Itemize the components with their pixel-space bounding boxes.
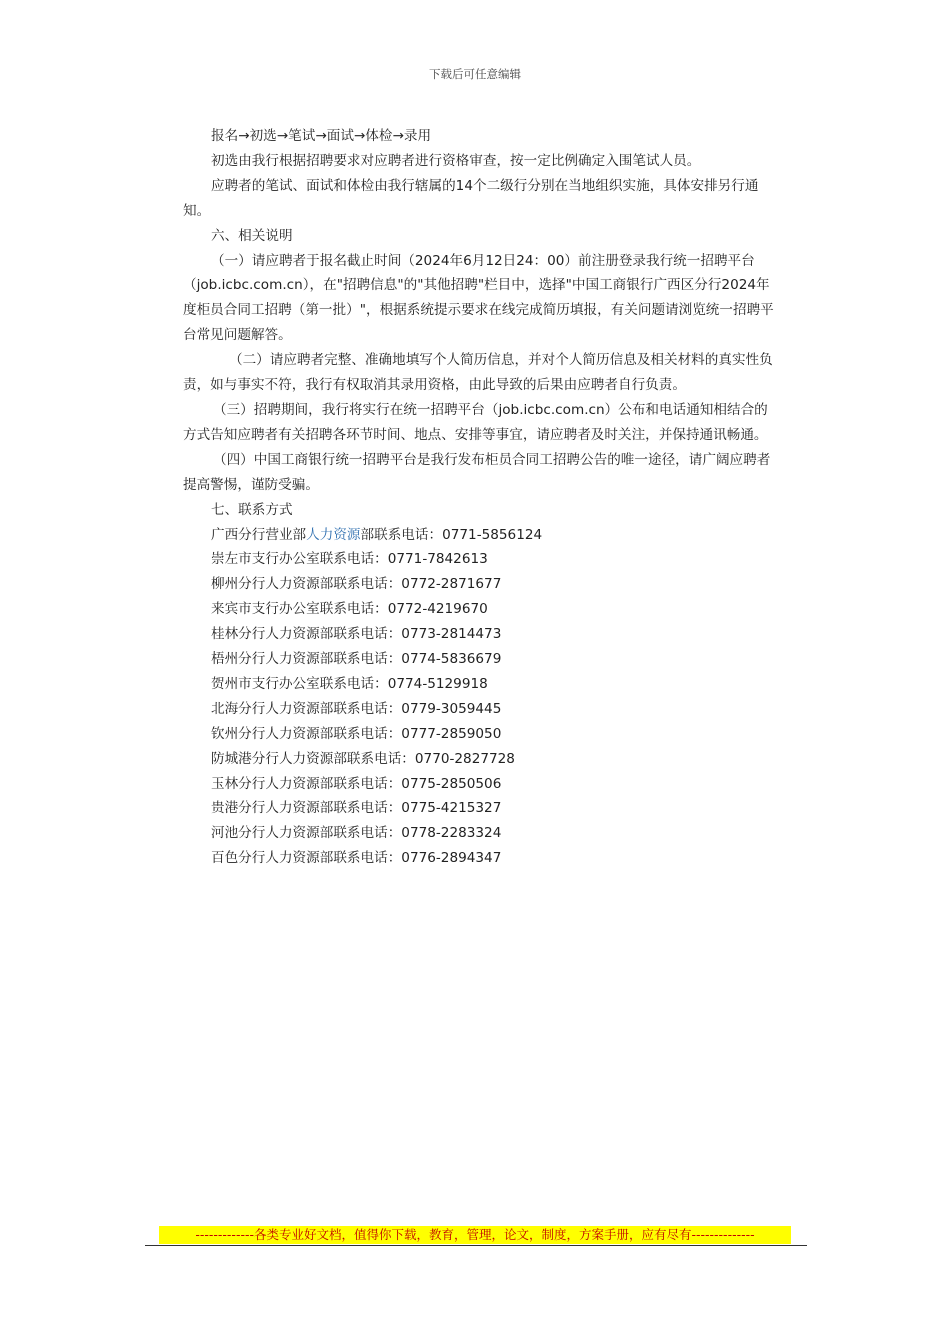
contact-row: 百色分行人力资源部联系电话：0776-2894347 xyxy=(211,850,502,867)
contact-phone: 部联系电话：0771-5856124 xyxy=(360,526,543,543)
document-body xyxy=(183,124,777,871)
contact-row: 崇左市支行办公室联系电话：0771-7842613 xyxy=(211,551,488,568)
hr-link[interactable]: 人力资源 xyxy=(306,526,361,543)
section-7-heading: 七、联系方式 xyxy=(211,501,293,518)
contact-row: 桂林分行人力资源部联系电话：0773-2814473 xyxy=(211,626,502,643)
contact-row: 贵港分行人力资源部联系电话：0775-4215327 xyxy=(211,800,502,817)
note-2-paragraph: （二）请应聘者完整、准确地填写个人简历信息，并对个人简历信息及相关材料的真实性负责，如与事实不符，我行有权取消其录用资格，由此导致的后果由应聘者自行负责。 xyxy=(183,352,773,394)
contact-list xyxy=(183,523,777,872)
exam-paragraph: 应聘者的笔试、面试和体检由我行辖属的14个二级行分别在当地组织实施，具体安排另行通知。 xyxy=(183,177,759,219)
contact-row xyxy=(183,523,777,548)
contact-row: 钦州分行人力资源部联系电话：0777-2859050 xyxy=(211,725,502,742)
contact-row: 防城港分行人力资源部联系电话：0770-2827728 xyxy=(211,750,515,767)
process-steps: 报名→初选→笔试→面试→体检→录用 xyxy=(211,128,432,144)
note-3-paragraph: （三）招聘期间，我行将实行在统一招聘平台（job.icbc.com.cn）公布和电话通知相结合的方式告知应聘者有关招聘各环节时间、地点、安排等事宜，请应聘者及时关注，并保持通讯畅通。 xyxy=(183,401,768,443)
contact-row: 柳州分行人力资源部联系电话：0772-2871677 xyxy=(211,576,502,593)
note-1-paragraph: （一）请应聘者于报名截止时间（2024年6月12日24：00）前注册登录我行统一招聘平台（job.icbc.com.cn），在"招聘信息"的"其他招聘"栏目中，选择"中国工商银行广西区分行2024年度柜员合同工招聘（第一批）"，根据系统提示要求在线完成简历填报，有关问题请浏览统一招聘平台常见问题解答。 xyxy=(183,252,774,344)
section-6-heading: 六、相关说明 xyxy=(211,227,293,244)
contact-row: 玉林分行人力资源部联系电话：0775-2850506 xyxy=(211,775,502,792)
contact-row: 贺州市支行办公室联系电话：0774-5129918 xyxy=(211,675,488,692)
contact-org: 广西分行营业部 xyxy=(211,526,307,543)
contact-row: 梧州分行人力资源部联系电话：0774-5836679 xyxy=(211,651,502,668)
footer-divider xyxy=(145,1245,807,1246)
contact-row: 北海分行人力资源部联系电话：0779-3059445 xyxy=(211,700,502,717)
screening-paragraph: 初选由我行根据招聘要求对应聘者进行资格审查，按一定比例确定入围笔试人员。 xyxy=(211,152,701,169)
contact-row: 来宾市支行办公室联系电话：0772-4219670 xyxy=(211,601,488,618)
note-4-paragraph: （四）中国工商银行统一招聘平台是我行发布柜员合同工招聘公告的唯一途径，请广阔应聘者提高警惕，谨防受骗。 xyxy=(183,451,771,493)
page-header-note: 下载后可任意编辑 xyxy=(429,67,521,81)
footer-ad-banner: -------------各类专业好文档，值得你下载，教育，管理，论文，制度，方案手册，应有尽有-------------- xyxy=(159,1226,791,1244)
contact-row: 河池分行人力资源部联系电话：0778-2283324 xyxy=(211,825,502,842)
